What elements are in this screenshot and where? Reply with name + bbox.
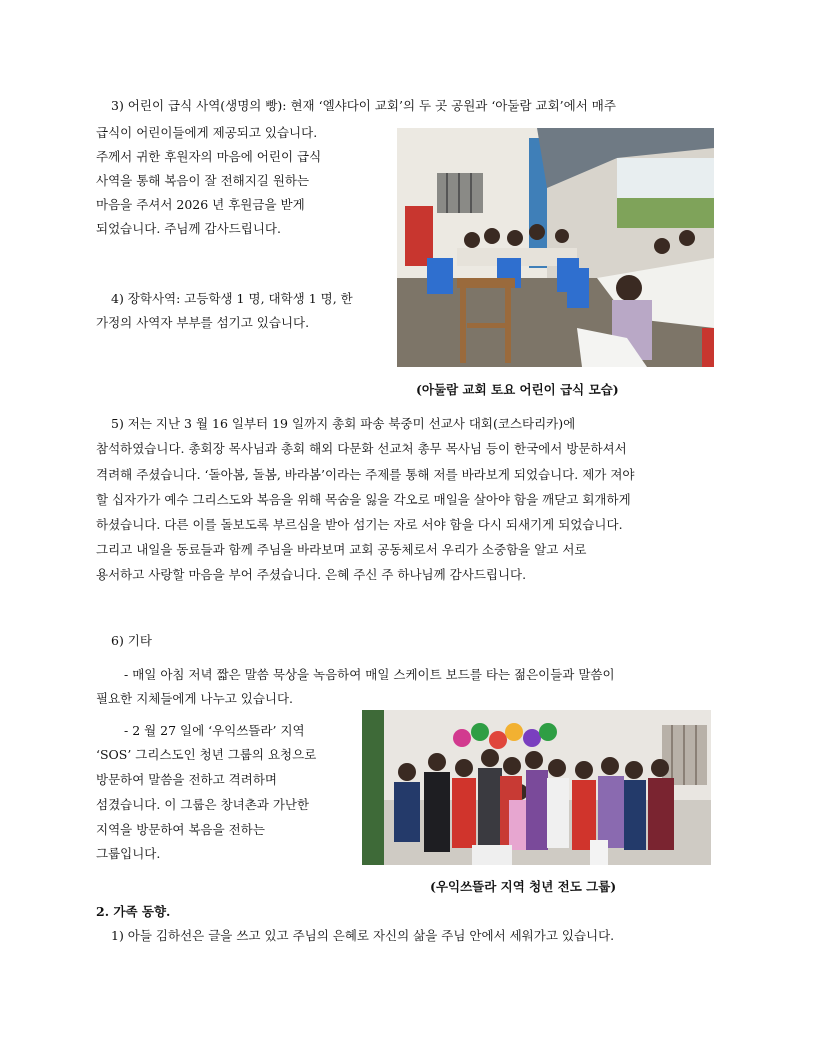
- section6-bullet2-line5: 지역을 방문하여 복음을 전하는: [96, 822, 265, 837]
- section4-line1: 4) 장학사역: 고등학생 1 명, 대학생 1 명, 한: [111, 291, 353, 306]
- family-heading: 2. 가족 동향.: [96, 904, 171, 919]
- section3-line6: 되었습니다. 주님께 감사드립니다.: [96, 221, 281, 236]
- section3-line3: 주께서 귀한 후원자의 마음에 어린이 급식: [96, 149, 322, 164]
- section6-bullet2-line3: 방문하여 말씀을 전하고 격려하며: [96, 772, 277, 787]
- section6-bullet2-line2: ‘SOS’ 그리스도인 청년 그룹의 요청으로: [96, 747, 317, 762]
- section6-bullet2-line6: 그룹입니다.: [96, 846, 161, 861]
- section5-line2: 참석하였습니다. 총회장 목사님과 총회 해외 다문화 선교처 총무 목사님 등이 한국에서 방문하셔서: [96, 441, 627, 456]
- family-line1: 1) 아들 김하선은 글을 쓰고 있고 주님의 은혜로 자신의 삶을 주님 안에서 세워가고 있습니다.: [111, 928, 615, 943]
- youth-group-photo: [362, 710, 711, 865]
- photo1-caption: (아둘람 교회 토요 어린이 급식 모습): [416, 382, 619, 397]
- children-meal-photo: [397, 128, 714, 367]
- section5-line5: 하셨습니다. 다른 이를 돌보도록 부르심을 받아 섬기는 자로 서야 함을 다시 되새기게 되었습니다.: [96, 517, 623, 532]
- section6-bullet2-line4: 섬겼습니다. 이 그룹은 창녀촌과 가난한: [96, 797, 310, 812]
- section5-line4: 할 십자가가 예수 그리스도와 복음을 위해 목숨을 잃을 각오로 매일을 살아야 함을 깨닫고 회개하게: [96, 492, 631, 507]
- section5-line6: 그리고 내일을 동료들과 함께 주님을 바라보며 교회 공동체로서 우리가 소중함을 알고 서로: [96, 542, 587, 557]
- section6-bullet1-line1: - 매일 아침 저녁 짧은 말씀 묵상을 녹음하여 매일 스케이트 보드를 타는 젊은이들과 말씀이: [124, 667, 615, 682]
- section3-line5: 마음을 주셔서 2026 년 후원금을 받게: [96, 197, 305, 212]
- section3-line1: 3) 어린이 급식 사역(생명의 빵): 현재 ‘엘샤다이 교회’의 두 곳 공원과 ‘아둘람 교회’에서 매주: [111, 98, 616, 113]
- section6-bullet1-line2: 필요한 지체들에게 나누고 있습니다.: [96, 691, 294, 706]
- photo2-caption: (우익쓰뜰라 지역 청년 전도 그룹): [430, 879, 617, 894]
- section3-line2: 급식이 어린이들에게 제공되고 있습니다.: [96, 125, 318, 140]
- section3-line4: 사역을 통해 복음이 잘 전해지길 원하는: [96, 173, 310, 188]
- section6-bullet2-line1: - 2 월 27 일에 ‘우익쓰뜰라’ 지역: [124, 723, 305, 738]
- section4-line2: 가정의 사역자 부부를 섬기고 있습니다.: [96, 315, 310, 330]
- section5-line7: 용서하고 사랑할 마음을 부어 주셨습니다. 은혜 주신 주 하나님께 감사드립니다.: [96, 567, 527, 582]
- section5-line1: 5) 저는 지난 3 월 16 일부터 19 일까지 총회 파송 북중미 선교사 대회(코스타리카)에: [111, 416, 576, 431]
- section6-heading: 6) 기타: [111, 633, 152, 648]
- section5-line3: 격려해 주셨습니다. ‘돌아봄, 돌봄, 바라봄’이라는 주제를 통해 저를 바라보게 되었습니다. 제가 져야: [96, 467, 635, 482]
